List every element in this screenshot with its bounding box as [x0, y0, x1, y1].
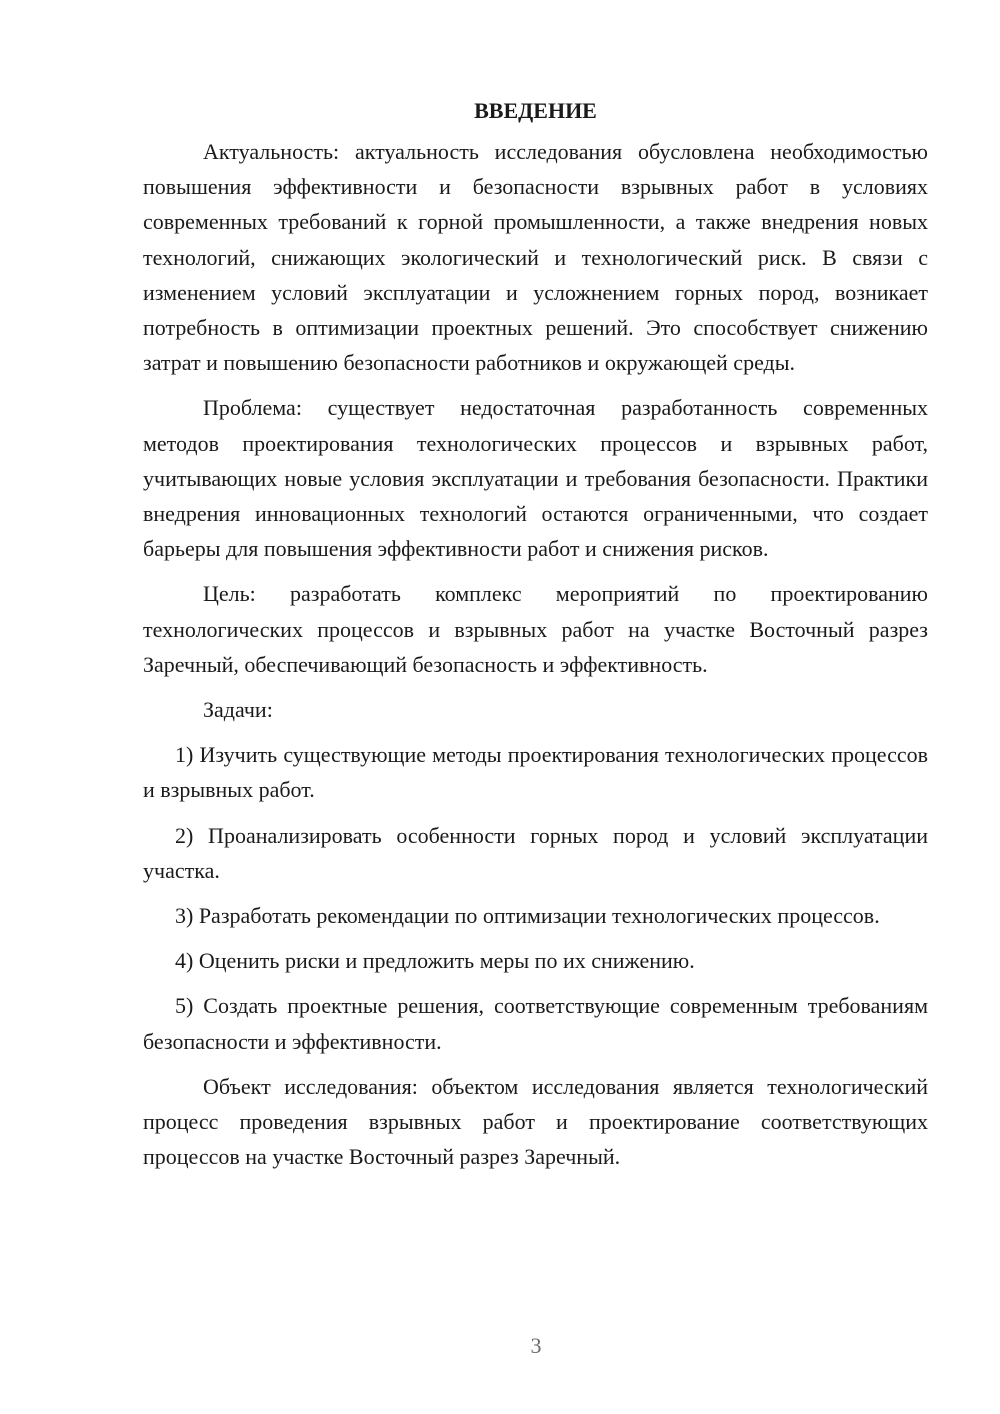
task-item-4: 4) Оценить риски и предложить меры по их снижению. [175, 948, 695, 974]
object-paragraph: Объект исследования: объектом исследования является технологический процесс проведения взрывных работ и проектирование соответствующих процессов на участке Восточный разрез Заречный. [143, 1073, 928, 1170]
goal-paragraph: Цель: разработать комплекс мероприятий по проектированию технологических процессов и взрывных работ на участке Восточный разрез Заречный, обеспечивающий безопасность и эффективность. [143, 581, 928, 677]
task-item-3: 3) Разработать рекомендации по оптимизации технологических процессов. [175, 903, 880, 929]
task-item-1: 1) Изучить существующие методы проектирования технологических процессов и взрывных работ. [143, 742, 928, 803]
document-page [143, 93, 928, 1184]
page-title: ВВЕДЕНИЕ [474, 98, 597, 123]
task-item-5: 5) Создать проектные решения, соответствующие современным требованиям безопасности и эффективности. [143, 993, 928, 1054]
page-number: 3 [530, 1333, 542, 1358]
relevance-paragraph: Актуальность: актуальность исследования обусловлена необходимостью повышения эффективности и безопасности взрывных работ в условиях современных требований к горной промышленности, а также внедрения новых технологий, снижающих экологический и технологический риск. В связи с изменением условий эксплуатации и усложнением горных пород, возникает потребность в оптимизации проектных решений. Это способствует снижению затрат и повышению безопасности работников и окружающей среды. [143, 139, 928, 376]
task-item-2: 2) Проанализировать особенности горных пород и условий эксплуатации участка. [143, 822, 928, 883]
tasks-heading: Задачи: [203, 697, 273, 723]
problem-paragraph: Проблема: существует недостаточная разработанность современных методов проектирования технологических процессов и взрывных работ, учитывающих новые условия эксплуатации и требования безопасности. Практики внедрения инновационных технологий остаются ограниченными, что создает барьеры для повышения эффективности работ и снижения рисков. [143, 395, 928, 562]
